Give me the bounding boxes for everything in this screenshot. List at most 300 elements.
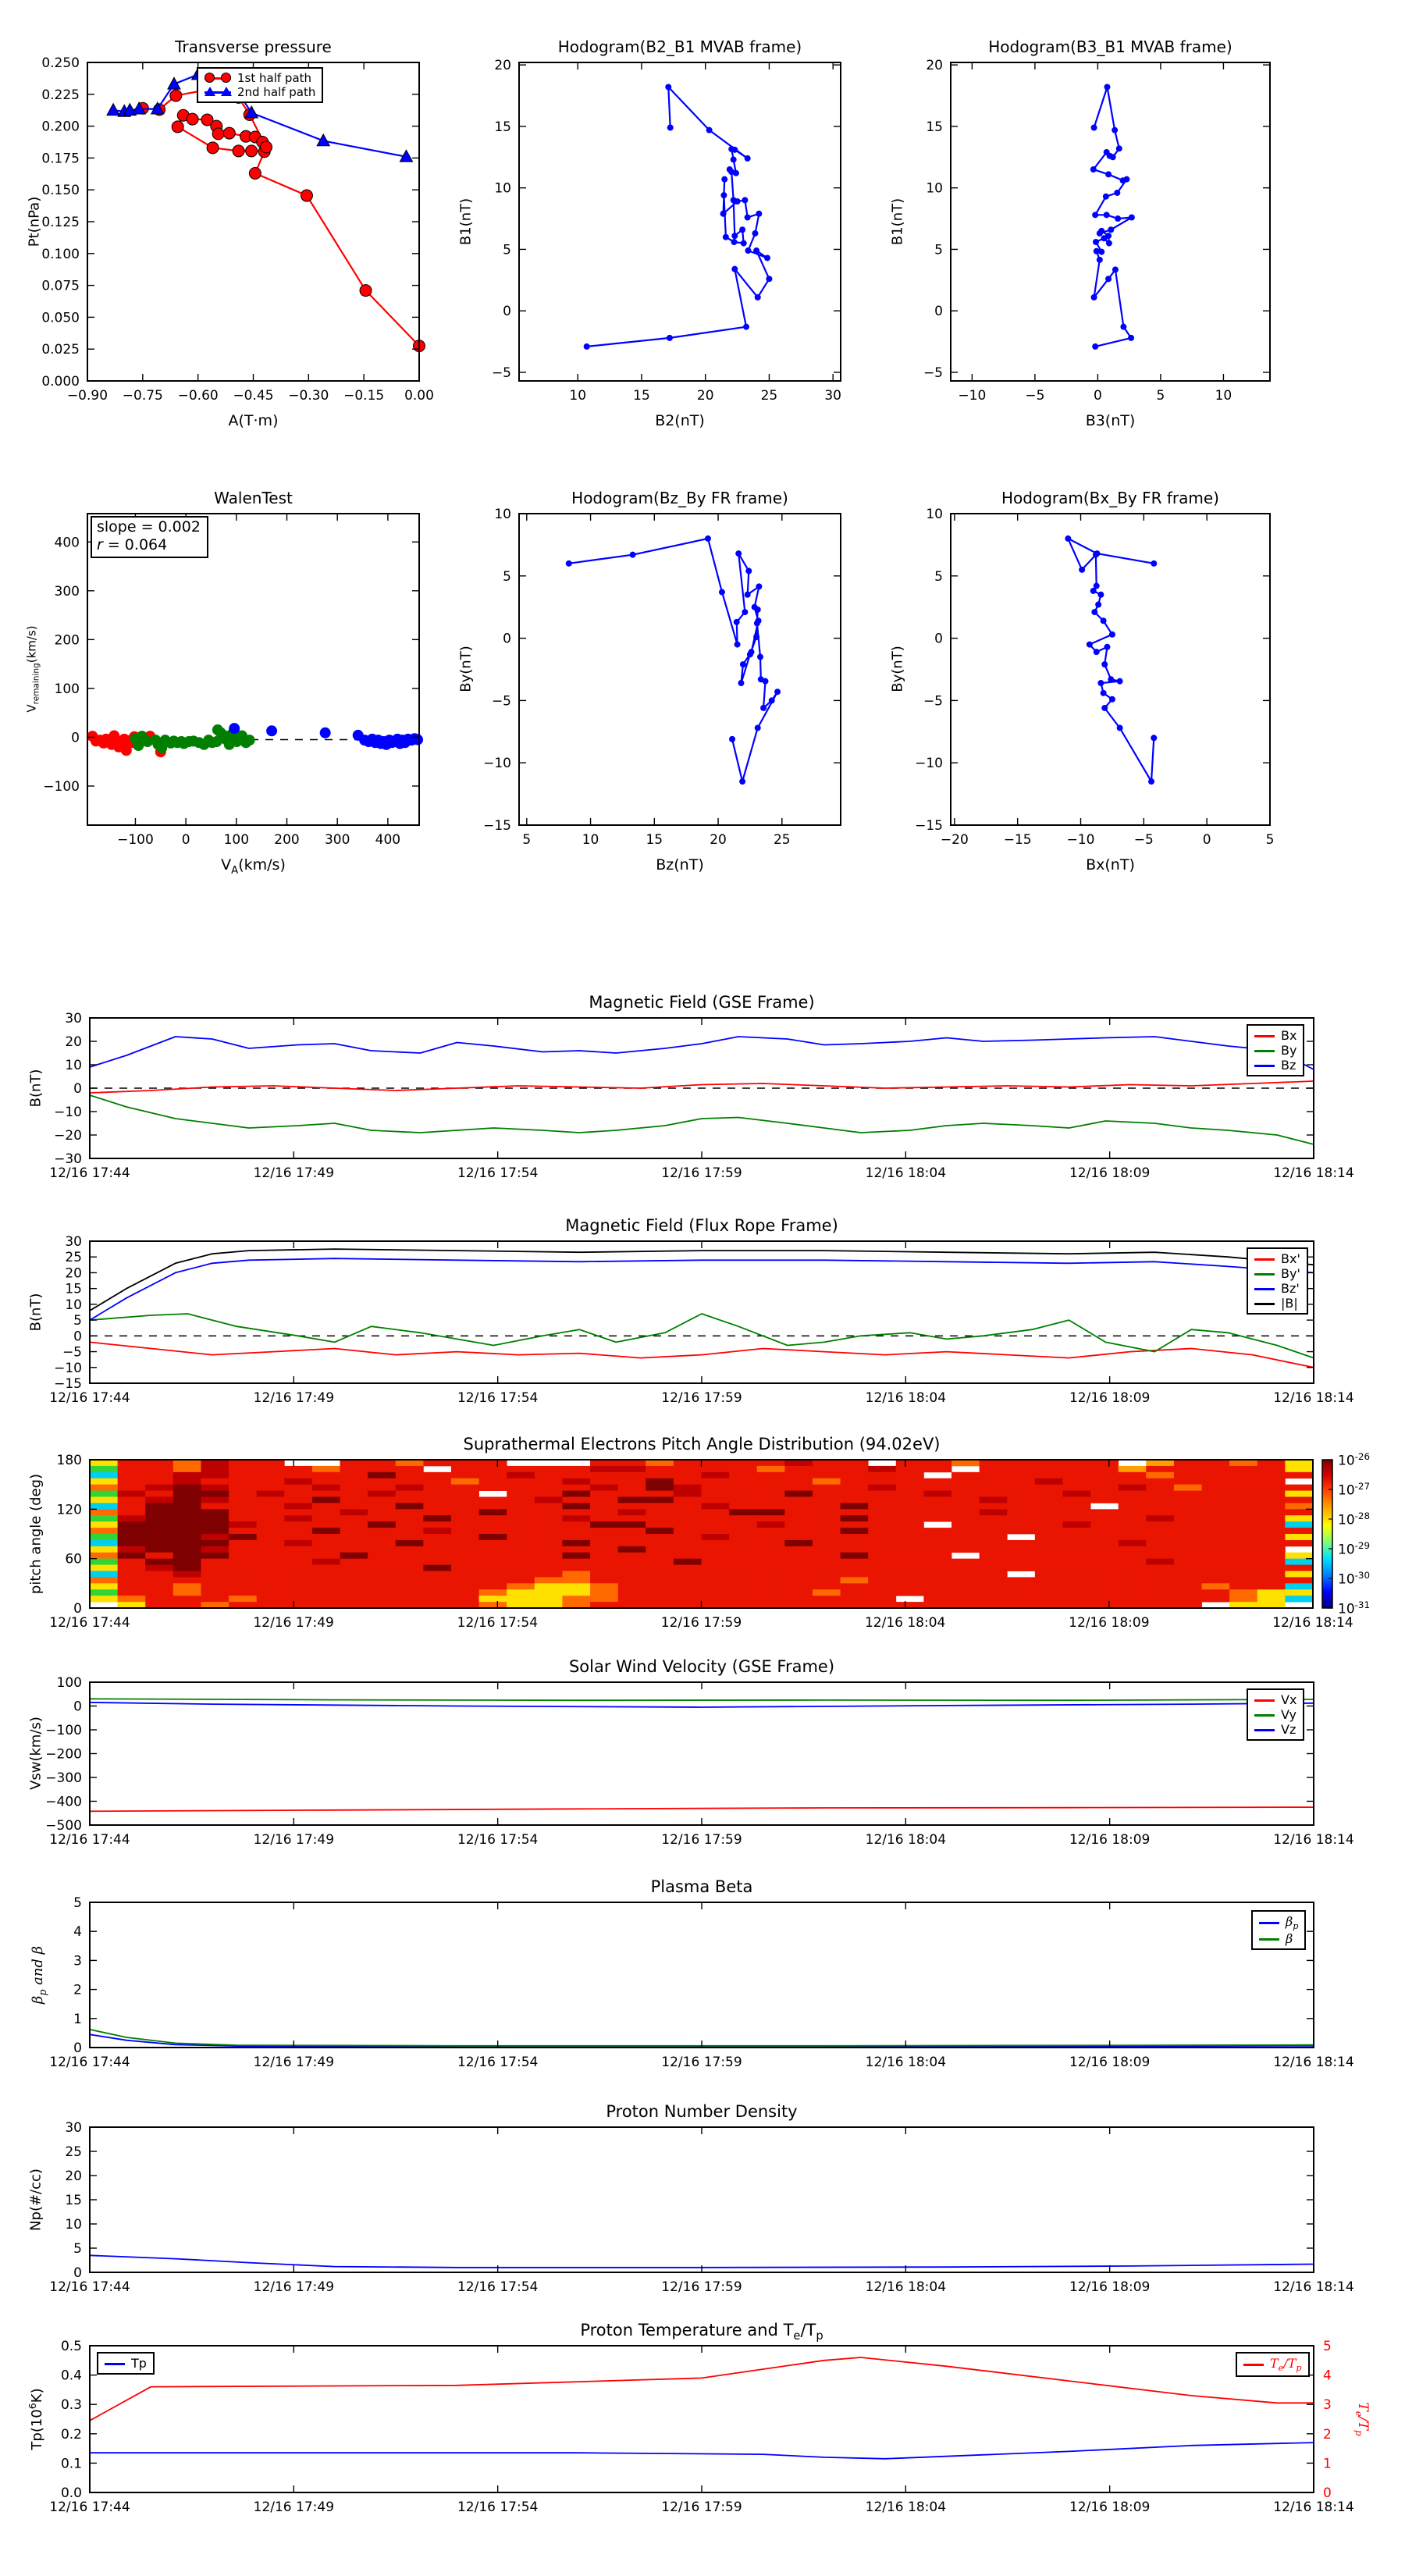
series-Bz'	[90, 1258, 1314, 1320]
svg-text:300: 300	[54, 583, 80, 600]
legend-swatch-line	[1254, 1724, 1275, 1735]
svg-text:12/16 18:09: 12/16 18:09	[1069, 1832, 1151, 1848]
ylabel-p5: By(nT)	[457, 646, 475, 692]
svg-text:12/16 18:09: 12/16 18:09	[1069, 2500, 1151, 2515]
legend-w2	[1247, 1247, 1308, 1315]
plot-w4	[45, 1675, 1353, 1848]
svg-text:60: 60	[65, 1551, 82, 1567]
svg-text:1: 1	[73, 2011, 82, 2027]
svg-text:12/16 17:54: 12/16 17:54	[457, 1832, 539, 1848]
axis-ticks	[49, 1895, 1353, 2070]
legend-label: Tp	[131, 2356, 147, 2371]
svg-text:15: 15	[65, 1281, 82, 1297]
svg-text:−5: −5	[491, 693, 511, 710]
svg-text:15: 15	[646, 832, 663, 848]
plot-w6	[49, 2120, 1353, 2295]
svg-text:12/16 17:54: 12/16 17:54	[457, 2279, 539, 2295]
legend-swatch-line	[1254, 1045, 1275, 1056]
svg-text:0: 0	[73, 1601, 82, 1617]
legend-label: 1st half path	[237, 71, 312, 85]
svg-text:12/16 18:14: 12/16 18:14	[1273, 2500, 1354, 2515]
title-hodogram-bzby: Hodogram(Bz_By FR frame)	[571, 489, 788, 507]
ylabel-w2: B(nT)	[27, 1293, 44, 1332]
ylabel-w1: B(nT)	[27, 1069, 44, 1108]
svg-text:0.175: 0.175	[41, 151, 80, 167]
svg-text:25: 25	[65, 1250, 82, 1266]
svg-text:12/16 18:04: 12/16 18:04	[865, 1165, 947, 1181]
svg-text:−100: −100	[117, 832, 154, 848]
svg-text:10: 10	[582, 832, 599, 848]
svg-text:2: 2	[73, 1982, 82, 1998]
axis-ticks	[483, 507, 841, 848]
title-plasma-beta: Plasma Beta	[650, 1877, 753, 1896]
svg-text:12/16 17:44: 12/16 17:44	[49, 2055, 130, 2070]
svg-text:0: 0	[181, 832, 190, 848]
svg-text:12/16 18:14: 12/16 18:14	[1273, 1832, 1354, 1848]
legend-w5	[1251, 1910, 1306, 1950]
title-bfield-fr: Magnetic Field (Flux Rope Frame)	[565, 1216, 838, 1235]
legend-swatch-line	[205, 87, 231, 98]
series-hodogram	[566, 535, 781, 785]
svg-text:−100: −100	[45, 1723, 82, 1738]
title-transverse-pressure: Transverse pressure	[175, 37, 332, 56]
series-Bz	[90, 1037, 1314, 1069]
svg-text:20: 20	[65, 1034, 82, 1050]
svg-text:0.200: 0.200	[41, 119, 80, 135]
triangle-marker-icon	[205, 87, 215, 96]
xlabel-p4: $V_A(km/s)$	[221, 856, 286, 877]
svg-text:12/16 17:59: 12/16 17:59	[660, 1615, 742, 1631]
svg-text:0: 0	[503, 304, 511, 320]
svg-text:0: 0	[934, 631, 943, 647]
svg-text:0: 0	[73, 1699, 82, 1715]
title-pitch-angle: Suprathermal Electrons Pitch Angle Distribution (94.02eV)	[463, 1435, 941, 1453]
svg-text:5: 5	[934, 242, 943, 258]
legend-entry	[1254, 1266, 1300, 1281]
legend-label: Bz'	[1281, 1281, 1300, 1296]
series-By	[90, 1095, 1314, 1144]
legend-w7L	[97, 2352, 155, 2375]
svg-text:12/16 18:14: 12/16 18:14	[1273, 2279, 1354, 2295]
svg-text:0: 0	[73, 1081, 82, 1097]
svg-text:−5: −5	[923, 693, 943, 710]
legend-w1	[1247, 1024, 1304, 1076]
svg-text:12/16 18:14: 12/16 18:14	[1273, 1165, 1354, 1181]
legend-label: Vx	[1281, 1692, 1297, 1707]
svg-text:10: 10	[65, 2217, 82, 2233]
svg-text:12/16 18:14: 12/16 18:14	[1273, 2055, 1354, 2070]
svg-text:12/16 17:54: 12/16 17:54	[457, 1165, 539, 1181]
legend-entry	[1254, 1707, 1297, 1722]
ylabel-w7-right: $T_e/T_p$	[1353, 2402, 1371, 2436]
svg-text:20: 20	[696, 388, 714, 404]
walen-r-value: r = 0.064	[97, 536, 168, 554]
walen-fit-annotation	[91, 516, 208, 558]
svg-text:12/16 18:04: 12/16 18:04	[864, 1615, 946, 1631]
svg-text:12/16 18:04: 12/16 18:04	[865, 1832, 947, 1848]
svg-text:0.5: 0.5	[60, 2339, 82, 2354]
svg-text:−0.75: −0.75	[122, 388, 163, 404]
svg-text:12/16 17:49: 12/16 17:49	[253, 2500, 335, 2515]
xlabel-p1: A(T·m)	[228, 412, 279, 429]
series-hodogram	[584, 84, 773, 350]
legend-label: $T_e/T_p$	[1270, 2356, 1302, 2374]
svg-text:−0.45: −0.45	[233, 388, 274, 404]
legend-entry	[1254, 1692, 1297, 1707]
svg-text:0.2: 0.2	[60, 2426, 82, 2443]
svg-text:120: 120	[56, 1502, 82, 1518]
svg-text:−0.30: −0.30	[288, 388, 329, 404]
axis-ticks	[915, 507, 1274, 848]
svg-text:12/16 17:44: 12/16 17:44	[49, 2500, 130, 2515]
svg-text:−15: −15	[915, 818, 943, 834]
series-|B|	[90, 1249, 1314, 1311]
svg-text:−10: −10	[1066, 832, 1095, 848]
plot-w7	[49, 2339, 1353, 2515]
circle-marker-icon	[221, 73, 231, 83]
series-Vz	[90, 1703, 1314, 1707]
legend-entry	[105, 2356, 147, 2371]
svg-text:0.0: 0.0	[60, 2485, 82, 2501]
legend-p1	[197, 67, 323, 103]
title-walen-test: WalenTest	[214, 489, 293, 507]
legend-entry	[1254, 1281, 1300, 1296]
svg-text:0: 0	[934, 304, 943, 320]
svg-text:−200: −200	[45, 1746, 82, 1763]
legend-swatch-line	[1254, 1030, 1275, 1041]
axis-ticks	[41, 55, 434, 404]
svg-text:3: 3	[73, 1953, 82, 1969]
svg-text:−15: −15	[54, 1376, 82, 1392]
svg-text:5: 5	[934, 568, 943, 585]
svg-text:10: 10	[1215, 388, 1232, 404]
svg-text:−10: −10	[958, 388, 987, 404]
svg-text:15: 15	[633, 388, 650, 404]
plot-w3	[49, 1453, 1353, 1631]
svg-text:−300: −300	[45, 1770, 82, 1786]
svg-text:−0.90: −0.90	[66, 388, 108, 404]
legend-entry	[205, 71, 315, 85]
svg-text:−0.60: −0.60	[177, 388, 219, 404]
title-hodogram-bxby: Hodogram(Bx_By FR frame)	[1001, 489, 1219, 507]
legend-label: Bz	[1281, 1058, 1297, 1073]
svg-text:100: 100	[54, 681, 80, 697]
svg-text:12/16 18:04: 12/16 18:04	[865, 1390, 947, 1406]
axis-ticks	[49, 2339, 1353, 2515]
legend-entry	[1254, 1058, 1297, 1073]
svg-text:12/16 18:09: 12/16 18:09	[1069, 2055, 1151, 2070]
svg-text:12/16 18:09: 12/16 18:09	[1069, 1390, 1151, 1406]
xlabel-p5: Bz(nT)	[656, 856, 704, 873]
legend-swatch-line	[1254, 1298, 1275, 1309]
legend-entry	[1254, 1028, 1297, 1043]
svg-text:10: 10	[926, 180, 943, 197]
svg-text:12/16 18:09: 12/16 18:09	[1069, 1615, 1150, 1631]
colorbar-label-3: $10^{-29}$	[1338, 1540, 1371, 1558]
legend-label: 2nd half path	[237, 85, 316, 99]
svg-text:12/16 17:44: 12/16 17:44	[49, 1390, 130, 1406]
svg-text:0.00: 0.00	[404, 388, 434, 404]
svg-text:0.050: 0.050	[41, 310, 80, 326]
series-hodogram	[1090, 84, 1135, 350]
legend-swatch-line	[1243, 2359, 1264, 2370]
svg-text:20: 20	[926, 58, 943, 74]
svg-text:0: 0	[1202, 832, 1211, 848]
title-proton-temperature: Proton Temperature and $T_e/T_p$	[580, 2321, 823, 2343]
svg-text:0.025: 0.025	[41, 342, 80, 358]
series-Te/Tp	[90, 2357, 1314, 2421]
colorbar-label-0: $10^{-26}$	[1338, 1451, 1371, 1469]
svg-text:15: 15	[494, 119, 511, 135]
axis-ticks	[923, 58, 1270, 404]
svg-text:0.150: 0.150	[41, 183, 80, 199]
svg-text:200: 200	[274, 832, 300, 848]
svg-text:12/16 17:49: 12/16 17:49	[253, 1615, 334, 1631]
ylabel-p4: $V_{remaining}(km/s)$	[24, 625, 41, 713]
svg-text:15: 15	[926, 119, 943, 135]
legend-label: β	[1286, 1931, 1293, 1947]
xlabel-p6: Bx(nT)	[1086, 856, 1135, 873]
title-hodogram-b3b1: Hodogram(B3_B1 MVAB frame)	[988, 37, 1232, 56]
xlabel-p2: B2(nT)	[655, 412, 705, 429]
svg-text:12/16 17:54: 12/16 17:54	[457, 2055, 539, 2070]
svg-text:10: 10	[65, 1058, 82, 1073]
legend-swatch-line	[1254, 1283, 1275, 1294]
svg-text:5: 5	[73, 2241, 82, 2257]
svg-text:300: 300	[324, 832, 350, 848]
svg-text:−15: −15	[1003, 832, 1032, 848]
legend-swatch-line	[105, 2358, 125, 2369]
svg-text:30: 30	[824, 388, 842, 404]
series-outbound	[229, 723, 423, 750]
legend-label: Vz	[1281, 1722, 1297, 1737]
svg-text:180: 180	[56, 1453, 82, 1468]
svg-text:25: 25	[773, 832, 791, 848]
legend-entry	[1259, 1931, 1298, 1946]
svg-text:0: 0	[73, 1329, 82, 1345]
axis-ticks	[43, 514, 419, 848]
legend-swatch-line	[1254, 1710, 1275, 1720]
title-bfield-gse: Magnetic Field (GSE Frame)	[589, 993, 815, 1012]
walen-slope-value: slope = 0.002	[97, 518, 201, 535]
legend-swatch-line	[1254, 1695, 1275, 1706]
svg-text:−5: −5	[62, 1344, 82, 1361]
series-hodogram	[1065, 535, 1157, 785]
svg-text:−10: −10	[483, 756, 511, 772]
colorbar-label-2: $10^{-28}$	[1338, 1510, 1371, 1528]
axis-ticks	[45, 1675, 1353, 1848]
svg-text:12/16 17:49: 12/16 17:49	[253, 2279, 335, 2295]
triangle-marker-icon	[221, 87, 232, 96]
svg-text:4: 4	[73, 1924, 82, 1941]
colorbar-label-1: $10^{-27}$	[1338, 1481, 1371, 1499]
ylabel-w6: Np(#/cc)	[27, 2169, 44, 2231]
svg-text:0.1: 0.1	[60, 2456, 82, 2472]
svg-text:25: 25	[760, 388, 778, 404]
plot-p4	[43, 514, 423, 848]
svg-text:12/16 17:49: 12/16 17:49	[253, 2055, 335, 2070]
svg-text:12/16 17:59: 12/16 17:59	[661, 1390, 742, 1406]
plot-w5	[49, 1895, 1353, 2070]
svg-text:−5: −5	[923, 365, 943, 381]
plot-w2	[49, 1234, 1353, 1406]
ylabel-w5: $\beta_p$ and β	[30, 1945, 48, 2005]
svg-text:400: 400	[375, 832, 401, 848]
legend-swatch-line	[1254, 1060, 1275, 1071]
svg-text:−5: −5	[1025, 388, 1045, 404]
axis-ticks	[492, 58, 841, 404]
legend-entry	[1243, 2356, 1302, 2373]
plot-p2	[492, 58, 841, 404]
svg-text:5: 5	[522, 832, 532, 848]
svg-text:12/16 18:09: 12/16 18:09	[1069, 1165, 1151, 1181]
legend-entry	[1259, 1914, 1298, 1931]
legend-swatch-line	[205, 73, 231, 84]
legend-label: Bx'	[1281, 1251, 1300, 1266]
svg-text:12/16 17:54: 12/16 17:54	[457, 2500, 539, 2515]
svg-text:−10: −10	[54, 1360, 82, 1376]
svg-text:5: 5	[1156, 388, 1165, 404]
svg-text:0.4: 0.4	[60, 2368, 82, 2384]
svg-text:0.000: 0.000	[41, 374, 80, 390]
series-Vy	[90, 1699, 1314, 1700]
ylabel-w4: Vsw(km/s)	[27, 1717, 44, 1790]
legend-label: |B|	[1281, 1296, 1298, 1311]
legend-w7R	[1236, 2352, 1310, 2377]
svg-text:0: 0	[71, 730, 80, 746]
legend-label: $\beta_p$	[1286, 1914, 1299, 1932]
svg-text:−400: −400	[45, 1794, 82, 1810]
svg-text:30: 30	[65, 2120, 82, 2136]
svg-text:10: 10	[494, 180, 511, 197]
axis-ticks	[49, 1011, 1353, 1181]
svg-text:0.225: 0.225	[41, 87, 80, 103]
ylabel-w3: pitch angle (deg)	[27, 1473, 44, 1595]
svg-text:10: 10	[494, 507, 511, 522]
svg-text:−15: −15	[483, 818, 511, 834]
legend-swatch-line	[1259, 1934, 1279, 1944]
ylabel-p2: B1(nT)	[457, 197, 475, 246]
title-proton-density: Proton Number Density	[606, 2102, 798, 2121]
svg-text:0.250: 0.250	[41, 55, 80, 71]
svg-text:3: 3	[1323, 2397, 1332, 2414]
svg-text:−5: −5	[491, 365, 511, 381]
legend-entry	[1254, 1043, 1297, 1058]
svg-text:10: 10	[926, 507, 943, 522]
svg-text:0.100: 0.100	[41, 246, 80, 262]
legend-swatch-line	[1254, 1268, 1275, 1279]
legend-label: Bx	[1281, 1028, 1297, 1043]
svg-text:0: 0	[503, 631, 511, 647]
title-solar-wind: Solar Wind Velocity (GSE Frame)	[568, 1657, 835, 1676]
circle-marker-icon	[205, 73, 215, 83]
colorbar-label-5: $10^{-31}$	[1338, 1599, 1371, 1617]
svg-text:−30: −30	[54, 1151, 82, 1167]
svg-text:5: 5	[1265, 832, 1275, 848]
svg-text:15: 15	[65, 2193, 82, 2208]
svg-text:20: 20	[710, 832, 727, 848]
svg-text:12/16 18:04: 12/16 18:04	[865, 2500, 947, 2515]
svg-text:0.075: 0.075	[41, 278, 80, 294]
svg-text:12/16 17:54: 12/16 17:54	[457, 1615, 539, 1631]
legend-entry	[205, 85, 315, 99]
svg-text:12/16 17:59: 12/16 17:59	[661, 1832, 742, 1848]
svg-text:−10: −10	[915, 756, 943, 772]
svg-text:12/16 18:04: 12/16 18:04	[865, 2055, 947, 2070]
svg-text:20: 20	[494, 58, 511, 74]
heatmap-cells	[90, 1460, 1313, 1608]
series-Vx	[90, 1807, 1314, 1811]
svg-text:5: 5	[73, 1895, 82, 1911]
ylabel-p6: By(nT)	[889, 646, 906, 692]
svg-text:5: 5	[503, 242, 511, 258]
svg-text:−5: −5	[1133, 832, 1154, 848]
svg-text:2: 2	[1323, 2426, 1332, 2443]
title-hodogram-b2b1: Hodogram(B2_B1 MVAB frame)	[557, 37, 802, 56]
svg-text:0.125: 0.125	[41, 215, 80, 230]
ylabel-p3: B1(nT)	[889, 197, 906, 246]
svg-text:12/16 17:49: 12/16 17:49	[253, 1390, 335, 1406]
ylabel-w7: $Tp(10^6K)$	[27, 2388, 45, 2450]
svg-text:−500: −500	[45, 1818, 82, 1834]
svg-text:12/16 17:59: 12/16 17:59	[661, 1165, 742, 1181]
series-Tp	[90, 2443, 1314, 2459]
svg-text:0: 0	[1093, 388, 1102, 404]
svg-text:−20: −20	[940, 832, 969, 848]
svg-text:12/16 17:49: 12/16 17:49	[253, 1165, 335, 1181]
plot-p3	[923, 58, 1270, 404]
legend-label: Vy	[1281, 1707, 1297, 1722]
series-Bx'	[90, 1342, 1314, 1367]
svg-text:100: 100	[56, 1675, 82, 1691]
plot-w1	[49, 1011, 1353, 1181]
svg-text:−0.15: −0.15	[343, 388, 385, 404]
plot-p5	[483, 507, 841, 848]
svg-text:1: 1	[1323, 2456, 1332, 2472]
svg-text:20: 20	[65, 1265, 82, 1282]
svg-text:12/16 17:59: 12/16 17:59	[661, 2279, 742, 2295]
plot-p1	[41, 55, 434, 404]
svg-text:4: 4	[1323, 2368, 1332, 2384]
svg-text:20: 20	[65, 2169, 82, 2184]
svg-text:10: 10	[569, 388, 587, 404]
ylabel-p1: Pt(nPa)	[26, 196, 43, 247]
colorbar	[1322, 1460, 1332, 1608]
svg-text:12/16 17:44: 12/16 17:44	[49, 2279, 130, 2295]
svg-text:5: 5	[503, 568, 511, 585]
svg-text:12/16 17:59: 12/16 17:59	[661, 2055, 742, 2070]
colorbar-label-4: $10^{-30}$	[1338, 1570, 1371, 1588]
legend-entry	[1254, 1296, 1300, 1311]
legend-label: By'	[1281, 1266, 1300, 1281]
axis-ticks	[49, 2120, 1353, 2295]
legend-entry	[1254, 1251, 1300, 1266]
svg-text:−10: −10	[54, 1105, 82, 1120]
svg-text:12/16 18:04: 12/16 18:04	[865, 2279, 947, 2295]
xlabel-p3: B3(nT)	[1085, 412, 1136, 429]
svg-text:12/16 18:09: 12/16 18:09	[1069, 2279, 1151, 2295]
legend-swatch-line	[1254, 1254, 1275, 1265]
svg-text:0.3: 0.3	[60, 2397, 82, 2414]
svg-text:25: 25	[65, 2144, 82, 2160]
svg-text:12/16 17:44: 12/16 17:44	[49, 1615, 130, 1631]
svg-text:12/16 18:14: 12/16 18:14	[1273, 1390, 1354, 1406]
svg-text:10: 10	[65, 1297, 82, 1313]
svg-text:0: 0	[73, 2265, 82, 2281]
svg-text:12/16 17:49: 12/16 17:49	[253, 1832, 335, 1848]
svg-text:30: 30	[65, 1011, 82, 1026]
plot-p6	[915, 507, 1274, 848]
